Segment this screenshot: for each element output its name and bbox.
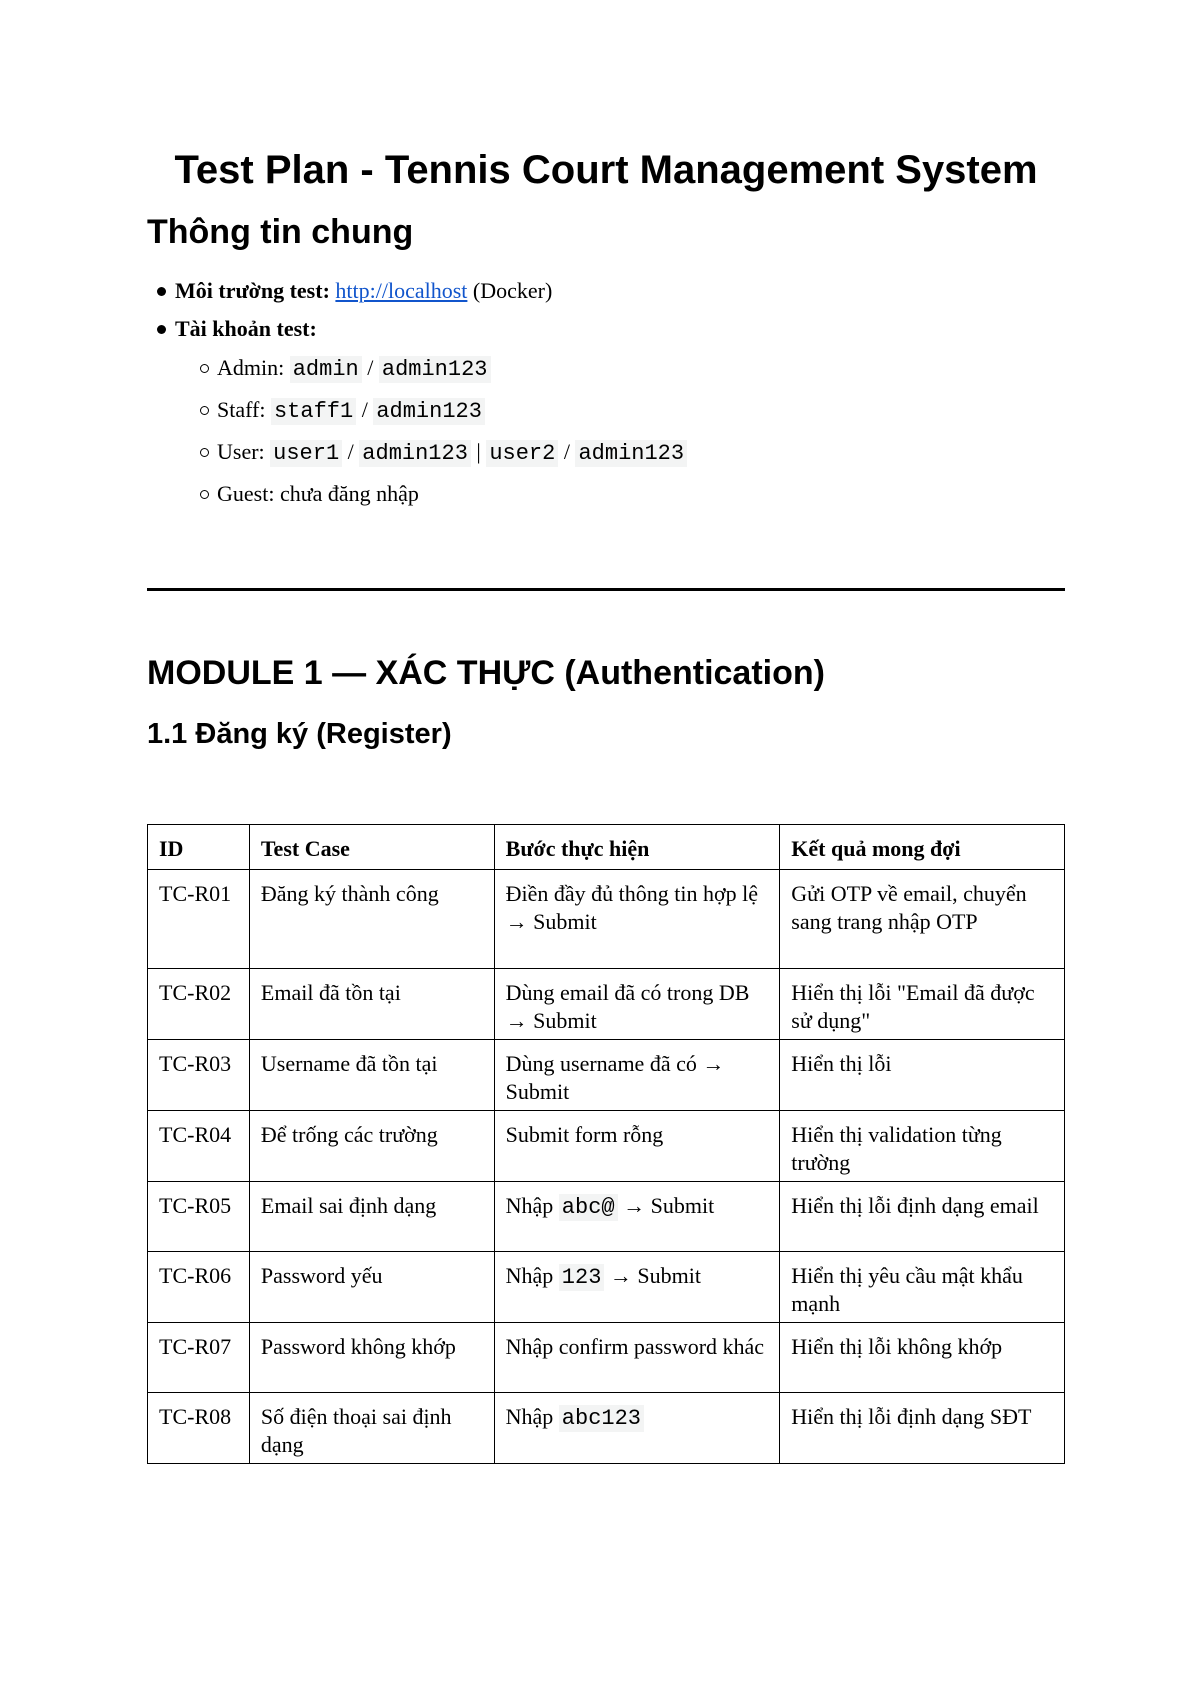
cell-id: TC-R02 xyxy=(148,969,250,1040)
table-row xyxy=(148,1393,1065,1464)
account-staff xyxy=(175,390,687,432)
cell-steps: Điền đầy đủ thông tin hợp lệ → Submit xyxy=(494,870,780,969)
account-admin xyxy=(175,348,687,390)
cell-expected: Hiển thị yêu cầu mật khẩu mạnh xyxy=(780,1252,1065,1323)
cell-id: TC-R05 xyxy=(148,1182,250,1252)
module-1-heading: MODULE 1 — XÁC THỰC (Authentication) xyxy=(147,654,825,692)
localhost-link[interactable]: http://localhost xyxy=(335,278,468,303)
document-title: Test Plan - Tennis Court Management System xyxy=(174,148,1038,192)
section-heading-general: Thông tin chung xyxy=(147,213,414,251)
header-id: ID xyxy=(148,825,250,870)
list-item-environment xyxy=(147,272,687,310)
cell-test-case: Đăng ký thành công xyxy=(249,870,494,969)
header-expected: Kết quả mong đợi xyxy=(780,825,1065,870)
header-test-case: Test Case xyxy=(249,825,494,870)
or-separator: | xyxy=(476,439,481,464)
cell-steps: Dùng email đã có trong DB → Submit xyxy=(494,969,780,1040)
separator: / xyxy=(347,439,354,464)
account-user xyxy=(175,432,687,474)
register-test-table xyxy=(147,824,1065,1464)
table-row xyxy=(148,1323,1065,1393)
environment-suffix: (Docker) xyxy=(472,278,553,303)
account-user-label: User: xyxy=(217,439,265,464)
cell-test-case: Email đã tồn tại xyxy=(249,969,494,1040)
cell-expected: Hiển thị lỗi định dạng SĐT xyxy=(780,1393,1065,1464)
cell-test-case: Số điện thoại sai định dạng xyxy=(249,1393,494,1464)
general-info-list xyxy=(147,272,687,514)
steps-text: Nhập xyxy=(505,1263,554,1288)
user2-username: user2 xyxy=(486,440,558,467)
cell-test-case: Password không khớp xyxy=(249,1323,494,1393)
cell-expected: Hiển thị lỗi xyxy=(780,1040,1065,1111)
cell-steps: Dùng username đã có → Submit xyxy=(494,1040,780,1111)
account-guest-value: chưa đăng nhập xyxy=(279,481,419,506)
account-staff-label: Staff: xyxy=(217,397,266,422)
steps-text: → Submit xyxy=(623,1193,715,1218)
cell-expected: Gửi OTP về email, chuyển sang trang nhập OTP xyxy=(780,870,1065,969)
table-row xyxy=(148,969,1065,1040)
separator: / xyxy=(367,355,374,380)
staff-username: staff1 xyxy=(271,398,356,425)
user2-password: admin123 xyxy=(575,440,687,467)
cell-id: TC-R03 xyxy=(148,1040,250,1111)
cell-test-case: Để trống các trường xyxy=(249,1111,494,1182)
steps-text: Nhập xyxy=(505,1404,554,1429)
table-header-row xyxy=(148,825,1065,870)
cell-expected: Hiển thị lỗi định dạng email xyxy=(780,1182,1065,1252)
cell-test-case: Email sai định dạng xyxy=(249,1182,494,1252)
table-row xyxy=(148,1182,1065,1252)
cell-steps xyxy=(494,1182,780,1252)
table-row xyxy=(148,1111,1065,1182)
steps-code: 123 xyxy=(559,1264,605,1291)
steps-text: Nhập xyxy=(505,1193,554,1218)
cell-id: TC-R01 xyxy=(148,870,250,969)
cell-id: TC-R07 xyxy=(148,1323,250,1393)
cell-steps: Submit form rỗng xyxy=(494,1111,780,1182)
register-heading: 1.1 Đăng ký (Register) xyxy=(147,718,452,750)
admin-username: admin xyxy=(290,356,362,383)
accounts-label: Tài khoản test: xyxy=(175,316,317,341)
cell-test-case: Password yếu xyxy=(249,1252,494,1323)
steps-code: abc@ xyxy=(559,1194,618,1221)
table-row xyxy=(148,1040,1065,1111)
cell-test-case: Username đã tồn tại xyxy=(249,1040,494,1111)
header-steps: Bước thực hiện xyxy=(494,825,780,870)
steps-code: abc123 xyxy=(559,1405,644,1432)
cell-steps xyxy=(494,1393,780,1464)
separator: / xyxy=(361,397,368,422)
table-row xyxy=(148,870,1065,969)
cell-id: TC-R08 xyxy=(148,1393,250,1464)
account-guest xyxy=(175,474,687,514)
user1-password: admin123 xyxy=(359,440,471,467)
accounts-list xyxy=(175,348,687,514)
cell-expected: Hiển thị validation từng trường xyxy=(780,1111,1065,1182)
horizontal-divider xyxy=(147,588,1065,591)
cell-expected: Hiển thị lỗi "Email đã được sử dụng" xyxy=(780,969,1065,1040)
separator: / xyxy=(563,439,570,464)
environment-label: Môi trường test: xyxy=(175,278,330,303)
cell-steps: Nhập confirm password khác xyxy=(494,1323,780,1393)
account-guest-label: Guest: xyxy=(217,481,275,506)
cell-expected: Hiển thị lỗi không khớp xyxy=(780,1323,1065,1393)
user1-username: user1 xyxy=(270,440,342,467)
account-admin-label: Admin: xyxy=(217,355,285,380)
staff-password: admin123 xyxy=(373,398,485,425)
admin-password: admin123 xyxy=(379,356,491,383)
steps-text: → Submit xyxy=(609,1263,701,1288)
cell-steps xyxy=(494,1252,780,1323)
cell-id: TC-R04 xyxy=(148,1111,250,1182)
list-item-accounts xyxy=(147,310,687,514)
cell-id: TC-R06 xyxy=(148,1252,250,1323)
table-row xyxy=(148,1252,1065,1323)
